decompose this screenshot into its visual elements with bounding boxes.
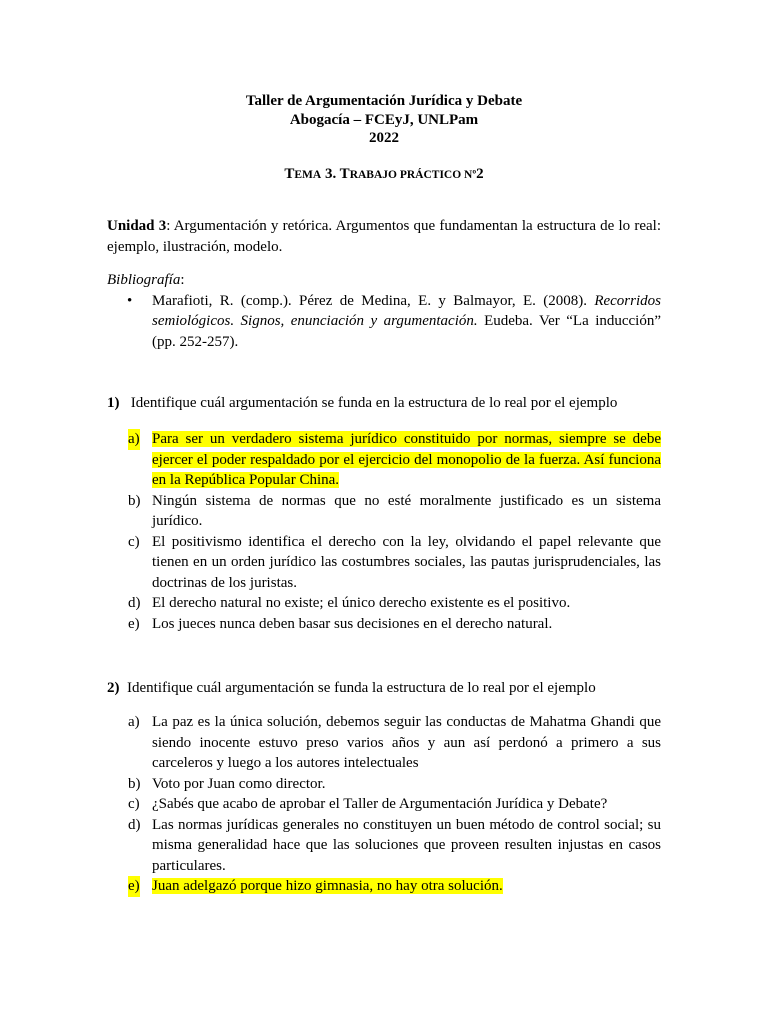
option-1d: [107, 593, 661, 614]
question-2-text: Identifique cuál argumentación se funda la estructura de lo real por el ejemplo: [127, 680, 596, 696]
option-1e: [107, 614, 661, 635]
option-text: Los jueces nunca deben basar sus decisiones en el derecho natural.: [152, 615, 553, 632]
bibliography-colon: :: [180, 272, 185, 288]
option-text: Las normas jurídicas generales no constituyen un buen método de control social; su misma generalidad hace que las soluciones que proveen resulten injustas en casos particulares.: [152, 816, 661, 874]
question-2: [107, 678, 661, 699]
question-1-text: Identifique cuál argumentación se funda en la estructura de lo real por el ejemplo: [130, 395, 618, 411]
bibliography-label: Bibliografía: [107, 272, 181, 288]
option-text: Voto por Juan como director.: [152, 775, 326, 792]
option-label: d): [128, 595, 141, 611]
option-text-highlighted: Para ser un verdadero sistema jurídico constituido por normas, siempre se debe ejercer el poder respaldado por el ejercicio del monopolio de la fuerza. Así funciona en la República Popular China.: [152, 431, 661, 488]
option-label: e): [128, 876, 140, 897]
bullet-icon: •: [127, 292, 133, 309]
bibliography-section: [107, 270, 661, 352]
tp-rest: RABAJO PRÁCTICO N: [349, 169, 473, 181]
option-2a: [107, 712, 661, 774]
reference-authors: Marafioti, R. (comp.). Pérez de Medina, E. y Balmayor, E. (2008).: [152, 292, 595, 309]
option-label: a): [128, 429, 140, 450]
question-1: [107, 393, 661, 414]
unit-text: : Argumentación y retórica. Argumentos que fundamentan la estructura de lo real: ejemplo, ilustración, modelo.: [107, 218, 661, 255]
year: 2022: [369, 130, 399, 146]
option-label: c): [128, 796, 140, 812]
question-2-options: [107, 712, 661, 897]
option-text-highlighted: Juan adelgazó porque hizo gimnasia, no hay otra solución.: [152, 878, 503, 894]
option-1a: [107, 429, 661, 491]
tema-initial: T: [284, 166, 295, 182]
question-1-options: [107, 429, 661, 634]
topic-heading: [0, 164, 768, 186]
reference-publisher: Eudeba. Ver “La inducción” (pp. 252-257).: [152, 313, 661, 350]
option-text: Ningún sistema de normas que no esté moralmente justificado es un sistema jurídico.: [152, 492, 661, 529]
program-subtitle: Abogacía – FCEyJ, UNLPam: [289, 111, 479, 128]
option-text: La paz es la única solución, debemos seguir las conductas de Mahatma Ghandi que siendo inocente estuvo preso varios años y aun así perdonó a primero a sus carceleros y luego a los autores intelectuales: [152, 714, 661, 771]
option-label: a): [128, 714, 140, 730]
option-1b: [107, 491, 661, 532]
option-text: ¿Sabés que acabo de aprobar el Taller de Argumentación Jurídica y Debate?: [152, 796, 608, 812]
unit-paragraph: [107, 216, 661, 257]
reference-title: Recorridos semiológicos. Signos, enunciación y argumentación.: [152, 292, 661, 329]
tema-rest: EMA: [294, 169, 322, 181]
question-1-number: 1): [107, 395, 120, 411]
course-title: Taller de Argumentación Jurídica y Debate: [245, 93, 523, 109]
document-header: [0, 92, 768, 148]
option-label: e): [128, 615, 140, 632]
bibliography-entry: [107, 291, 661, 353]
bibliography-heading: [107, 270, 661, 291]
option-label: b): [128, 775, 141, 792]
unit-label: Unidad 3: [107, 218, 167, 234]
option-text: El derecho natural no existe; el único derecho existente es el positivo.: [152, 595, 571, 611]
option-label: c): [128, 533, 140, 550]
option-2d: [107, 815, 661, 877]
option-1c: [107, 532, 661, 594]
tema-number: 3.: [321, 166, 340, 182]
tp-ordinal: º: [472, 169, 477, 181]
option-label: d): [128, 816, 141, 833]
option-label: b): [128, 492, 141, 509]
tp-number: 2: [476, 166, 484, 182]
option-text: El positivismo identifica el derecho con la ley, olvidando el papel relevante que tienen en un orden jurídico las costumbres sociales, las pautas jurisprudenciales, las doctrinas de los juristas.: [152, 533, 661, 591]
option-2c: [107, 794, 661, 815]
question-2-number: 2): [107, 680, 120, 696]
option-2e: [107, 876, 661, 897]
tp-initial: T: [339, 166, 350, 182]
option-2b: [107, 774, 661, 795]
